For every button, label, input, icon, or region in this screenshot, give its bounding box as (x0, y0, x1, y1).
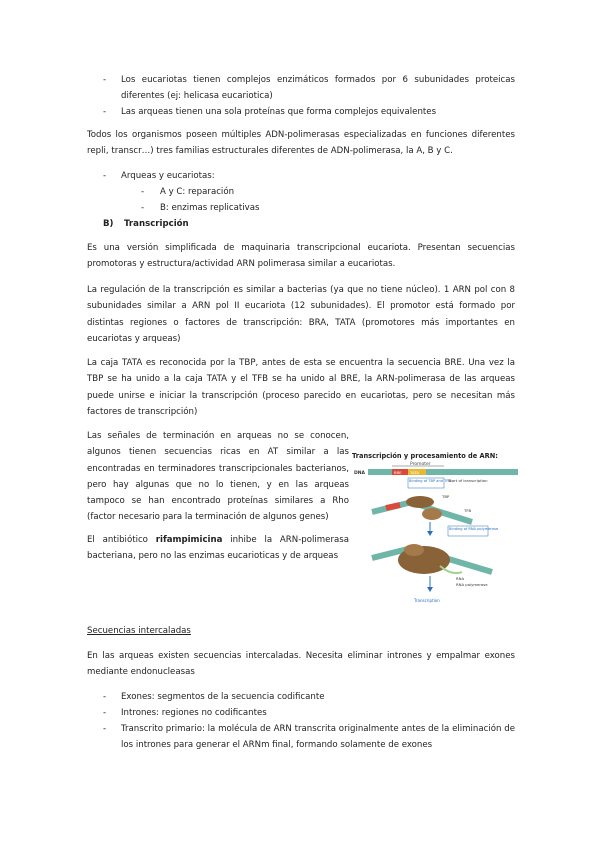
rna-pol-label: RNA polymerase (456, 582, 488, 587)
bullet-dash: - (103, 724, 107, 734)
rna-polymerase-subunit (404, 544, 424, 556)
dna-label: DNA (354, 471, 365, 476)
tata-label: TATA (410, 470, 419, 475)
tfb-protein (422, 508, 442, 520)
binding-rna-label: Binding of RNA polymerase (449, 527, 499, 531)
transcription-label: Transcription (414, 598, 440, 603)
b5-rifampicina: rifampimicina (155, 535, 223, 545)
transcription-diagram (352, 452, 522, 612)
figure-title: Transcripción y procesamiento de ARN: (352, 452, 498, 460)
sub-item-b: B: enzimas replicativas (160, 203, 260, 213)
b5-pre: El antibiótico (87, 535, 156, 545)
section-letter: B) (103, 219, 114, 229)
promoter-label: Promoter (410, 462, 431, 467)
section-title-transcripcion: Transcripción (124, 219, 189, 229)
bullet-dash: - (103, 107, 107, 117)
dna-strand (368, 469, 518, 475)
tbp-label: TBP (442, 494, 450, 499)
tfb-label: TFB (464, 508, 472, 513)
paragraph-b2: La regulación de la transcripción es similar a bacterias (ya que no tiene núcleo). 1 ARN pol con 8 subunidades similar a ARN pol II eucariota (12 subunidades). El promotor está formado por distintas regiones o factores de transcripción: BRA, TATA (promotores más importantes en eucariotas y arqueas) (87, 285, 515, 344)
start-label: Start of transcription (448, 478, 488, 483)
bullet-eucariotas: Los eucariotas tienen complejos enzimáticos formados por 6 subunidades proteicas diferentes (ej: helicasa eucariotica) (121, 75, 515, 102)
paragraph-b1: Es una versión simplificada de maquinaria transcripcional eucariota. Presentan secuencias promotoras y estructura/actividad ARN polimerasa similar a eucariotas. (87, 243, 515, 270)
rna-label: RNA (456, 576, 465, 581)
bullet-transcrito-primario: Transcrito primario: la molécula de ARN transcrita originalmente antes de la eliminación de los intrones para generar el ARNm final, formando solamente de exones (121, 724, 515, 751)
arrow-head-2 (427, 587, 433, 592)
bullet-dash: - (103, 692, 107, 702)
bre-label: BRE (394, 470, 402, 475)
paragraph-intercaladas: En las arqueas existen secuencias intercaladas. Necesita eliminar intrones y empalmar exones mediante endonucleasas (87, 651, 515, 678)
bullet-exones: Exones: segmentos de la secuencia codificante (121, 692, 325, 702)
bullet-intrones: Intrones: regiones no codificantes (121, 708, 267, 718)
heading-secuencias-intercaladas: Secuencias intercaladas (87, 626, 191, 636)
bullet-dash: - (103, 75, 107, 85)
bullet-arqueas-eucariotas: Arqueas y eucariotas: (121, 171, 215, 181)
arrow-head-1 (427, 531, 433, 536)
binding-tbp-label: Binding of TBP and TFB (409, 479, 451, 483)
transcription-figure (352, 452, 522, 612)
paragraph-polimerasas: Todos los organismos poseen múltiples ADN-polimerasas especializadas en funciones diferentes repli, transcr…) tres familias estructurales diferentes de ADN-polimerasa, la A, B y C. (87, 130, 515, 157)
tbp-protein (406, 496, 434, 508)
bullet-arqueas: Las arqueas tienen una sola proteínas que forma complejos equivalentes (121, 107, 437, 117)
bre-stage2 (386, 505, 400, 508)
sub-item-ac: A y C: reparación (160, 187, 235, 197)
paragraph-b5 (87, 532, 349, 565)
sub-bullet-dash: - (141, 187, 145, 197)
bullet-dash: - (103, 708, 107, 718)
sub-bullet-dash: - (141, 203, 145, 213)
b5-post: inhibe la ARN-polimerasa bacteriana, pero no las enzimas eucarioticas y de arqueas (87, 535, 349, 562)
paragraph-b3: La caja TATA es reconocida por la TBP, antes de esta se encuentra la secuencia BRE. Una vez la TBP se ha unido a la caja TATA y el TFB se ha unido al BRE, la ARN-polimerasa de las arqueas puede unirse e iniciar la transcripción (proceso parecido en eucariotas, pero se necesitan más factores de transcripción) (87, 358, 515, 417)
paragraph-b4: Las señales de terminación en arqueas no se conocen, algunos tienen secuencias ricas en AT similar a las encontradas en terminadores transcripcionales bacterianos, pero hay algunas que no lo tienen, y en las arqueas tampoco se han encontrado proteínas similares a Rho (factor necesario para la terminación de algunos genes) (87, 431, 349, 523)
bullet-dash: - (103, 171, 107, 181)
